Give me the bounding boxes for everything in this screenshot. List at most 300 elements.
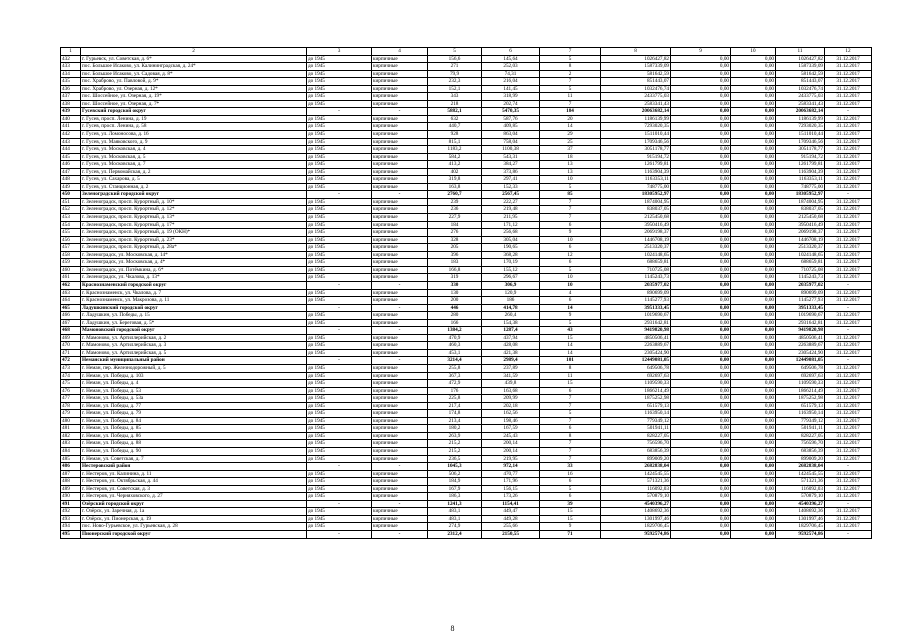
table-row [61, 440, 872, 448]
table-cell: 31.12.2017 [825, 455, 872, 463]
table-row [61, 176, 872, 184]
table-row [61, 455, 872, 463]
table-cell: 7 [540, 417, 601, 425]
subtotal-row [61, 500, 872, 508]
table-cell: 1026427,82 [776, 55, 825, 63]
table-cell: 0,00 [731, 470, 776, 478]
table-row [61, 410, 872, 418]
table-cell: 152,33 [482, 183, 540, 191]
table-cell: г. Гусев, ул. Московская, д. 4 [81, 146, 307, 154]
table-cell: 6 [540, 221, 601, 229]
table-row [61, 123, 872, 131]
table-cell: 3951333,45 [601, 304, 671, 312]
table-cell: 436 [61, 85, 81, 93]
table-cell: 2305424,90 [776, 349, 825, 357]
table-cell: 6 [540, 493, 601, 501]
table-cell: 13 [540, 161, 601, 169]
table-cell: 851443,07 [601, 78, 671, 86]
table-cell: 480 [61, 417, 81, 425]
table-cell: до 1945 [307, 274, 372, 282]
table-cell: 328 [428, 236, 482, 244]
table-cell: 20063682,14 [601, 108, 671, 116]
table-cell: 141,45 [482, 85, 540, 93]
table-cell: до 1945 [307, 410, 372, 418]
table-cell: 0,00 [671, 85, 731, 93]
table-cell: 39 [540, 500, 601, 508]
table-cell: 632 [428, 115, 482, 123]
table-row [61, 183, 872, 191]
table-cell: 18305952,97 [776, 191, 825, 199]
table-cell: 475 [61, 380, 81, 388]
table-cell: кирпичные [372, 387, 428, 395]
table-cell: 490 [61, 493, 81, 501]
table-cell: кирпичные [372, 198, 428, 206]
table-cell: 2069198,37 [776, 229, 825, 237]
table-cell: 260,4 [482, 312, 540, 320]
table-cell: 441 [61, 123, 81, 131]
table-cell: кирпичные [372, 78, 428, 86]
table-cell: 7 [540, 447, 601, 455]
subtotal-row [61, 191, 872, 199]
table-cell: кирпичные [372, 523, 428, 531]
table-cell: 12449081,05 [776, 357, 825, 365]
table-cell: 186,3 [428, 493, 482, 501]
table-cell: 20 [540, 115, 601, 123]
header-cell: 1 [61, 48, 81, 56]
table-cell: 454 [61, 221, 81, 229]
table-cell: 0,00 [671, 440, 731, 448]
table-cell: 306,9 [482, 281, 540, 289]
table-cell: кирпичные [372, 289, 428, 297]
table-cell: 453 [61, 214, 81, 222]
table-cell: 37 [540, 146, 601, 154]
table-cell: 305,04 [482, 236, 540, 244]
table-cell: 8 [540, 432, 601, 440]
table-cell: г. Неман, ул. Победы, д. 79 [81, 410, 307, 418]
table-cell: 15 [540, 508, 601, 516]
table-cell: 5 [540, 55, 601, 63]
table-cell: 276 [428, 229, 482, 237]
table-cell: 0,00 [731, 304, 776, 312]
table-cell: 9592574,86 [776, 531, 825, 539]
table-cell: 890699,09 [776, 289, 825, 297]
table-cell: кирпичные [372, 251, 428, 259]
table-cell: 440,7 [428, 123, 482, 131]
table-cell: 31.12.2017 [825, 425, 872, 433]
table-cell: кирпичные [372, 485, 428, 493]
table-cell: 1109590,33 [776, 380, 825, 388]
table-cell: 0,00 [731, 500, 776, 508]
table-cell: Мамоновский городской округ [81, 327, 307, 335]
table-cell: 414,78 [482, 304, 540, 312]
table-cell: 215,2 [428, 447, 482, 455]
table-cell: 236,5 [428, 455, 482, 463]
table-cell: 0,00 [731, 319, 776, 327]
table-cell: 154,38 [482, 319, 540, 327]
table-cell: 450 [61, 191, 81, 199]
table-cell: кирпичные [372, 515, 428, 523]
table-cell: 472,9 [428, 380, 482, 388]
table-cell: до 1945 [307, 115, 372, 123]
subtotal-row [61, 531, 872, 539]
table-cell: до 1945 [307, 425, 372, 433]
table-cell: 163,8 [428, 183, 482, 191]
table-cell: 756596,70 [776, 440, 825, 448]
table-cell: кирпичные [372, 447, 428, 455]
table-cell: 156,6 [428, 55, 482, 63]
table-cell: 170,19 [482, 259, 540, 267]
table-cell: 0,00 [731, 380, 776, 388]
table-cell: 1183,2 [428, 146, 482, 154]
table-cell: 402 [428, 168, 482, 176]
table-cell: 1241,3 [428, 500, 482, 508]
table-cell: 445 [61, 153, 81, 161]
table-cell: до 1945 [307, 214, 372, 222]
table-cell: 180,2 [428, 425, 482, 433]
table-cell: 6 [540, 387, 601, 395]
table-cell: 2682838,04 [601, 463, 671, 471]
table-cell: 13 [540, 168, 601, 176]
table-cell: 31.12.2017 [825, 364, 872, 372]
table-cell: 1829706,45 [601, 523, 671, 531]
table-row [61, 221, 872, 229]
table-cell: до 1945 [307, 70, 372, 78]
table-cell: 1145243,73 [776, 274, 825, 282]
table-cell: 31.12.2017 [825, 334, 872, 342]
table-cell: 479 [61, 410, 81, 418]
table-cell: 171,96 [482, 478, 540, 486]
table-cell: 2263889,67 [776, 342, 825, 350]
table-cell: до 1945 [307, 55, 372, 63]
table-row [61, 485, 872, 493]
table-cell: до 1945 [307, 312, 372, 320]
table-cell: до 1945 [307, 78, 372, 86]
table-cell: 1587339,09 [776, 63, 825, 71]
table-cell: 584,2 [428, 153, 482, 161]
table-cell: г. Зеленоградск, ул. Чкалова, д. 13* [81, 274, 307, 282]
table-cell: 209,99 [482, 395, 540, 403]
table-cell: 0,00 [671, 281, 731, 289]
table-cell: 0,00 [731, 168, 776, 176]
table-cell: 31.12.2017 [825, 523, 872, 531]
table-cell: 10 [540, 281, 601, 289]
table-cell: 495 [61, 531, 81, 539]
table-cell: 0,00 [671, 259, 731, 267]
table-cell: 1024148,65 [776, 251, 825, 259]
table-cell: 440 [61, 115, 81, 123]
table-cell: 9419820,98 [601, 327, 671, 335]
table-cell: 828227,05 [776, 432, 825, 440]
table-cell: 216,04 [482, 78, 540, 86]
table-cell: 2305424,90 [601, 349, 671, 357]
table-cell: 452 [61, 206, 81, 214]
table-cell: 483 [61, 440, 81, 448]
table-cell: 1145243,73 [601, 274, 671, 282]
table-cell: 190,65 [482, 244, 540, 252]
table-cell: 449,28 [482, 515, 540, 523]
table-row [61, 229, 872, 237]
table-cell: 2312,4 [428, 531, 482, 539]
table-cell: 31.12.2017 [825, 515, 872, 523]
table-cell: 0,00 [671, 493, 731, 501]
table-cell: 14 [540, 304, 601, 312]
table-cell: - [307, 191, 372, 199]
table-cell: 449,47 [482, 508, 540, 516]
table-cell: 217,4 [428, 402, 482, 410]
table-cell: 184 [540, 108, 601, 116]
table-cell: 0,00 [731, 78, 776, 86]
table-cell: кирпичные [372, 131, 428, 139]
table-cell: 31.12.2017 [825, 244, 872, 252]
table-cell: 0,00 [671, 289, 731, 297]
table-cell: 1875252,98 [601, 395, 671, 403]
table-cell: 0,00 [731, 289, 776, 297]
table-cell: 0,00 [731, 274, 776, 282]
table-cell: 0,00 [671, 387, 731, 395]
table-cell: 758,04 [482, 138, 540, 146]
table-cell: кирпичные [372, 402, 428, 410]
table-cell: 446 [428, 304, 482, 312]
table-cell: 915194,72 [601, 153, 671, 161]
table-row [61, 259, 872, 267]
table-cell: 7 [540, 402, 601, 410]
table-row [61, 402, 872, 410]
table-cell: 449 [61, 183, 81, 191]
table-cell: до 1945 [307, 485, 372, 493]
table-cell: 343 [428, 93, 482, 101]
table-cell: - [307, 281, 372, 289]
table-cell: 11 [540, 93, 601, 101]
table-cell: 0,00 [731, 342, 776, 350]
table-cell: г. Озёрск, ул. Заречная, д. 1а [81, 508, 307, 516]
table-cell: Озёрский городской округ [81, 500, 307, 508]
table-cell: - [825, 108, 872, 116]
table-cell: 202,18 [482, 402, 540, 410]
table-cell: кирпичные [372, 266, 428, 274]
table-cell: 0,00 [731, 176, 776, 184]
table-row [61, 523, 872, 531]
table-cell: г. Озёрск, ул. Пионерская, д. 19 [81, 515, 307, 523]
table-cell: 3214,4 [428, 357, 482, 365]
table-cell: 0,00 [671, 93, 731, 101]
table-row [61, 349, 872, 357]
table-cell: 439 [61, 108, 81, 116]
header-cell: 8 [601, 48, 671, 56]
table-cell: 6 [540, 244, 601, 252]
table-cell: 0,00 [671, 395, 731, 403]
table-cell: кирпичные [372, 417, 428, 425]
table-row [61, 206, 872, 214]
table-cell: 2069198,37 [601, 229, 671, 237]
table-cell: 0,00 [671, 463, 731, 471]
table-cell: 468 [61, 327, 81, 335]
table-cell: 0,00 [671, 236, 731, 244]
table-cell: 692697,63 [601, 372, 671, 380]
table-row [61, 380, 872, 388]
table-row [61, 131, 872, 139]
table-cell: 31.12.2017 [825, 70, 872, 78]
table-cell: 1446708,19 [776, 236, 825, 244]
table-cell: 482 [61, 432, 81, 440]
subtotal-row [61, 463, 872, 471]
table-cell: 0,00 [731, 259, 776, 267]
table-cell: кирпичные [372, 63, 428, 71]
table-cell: 1709346,56 [601, 138, 671, 146]
table-cell: 0,00 [731, 221, 776, 229]
table-cell: 455 [61, 229, 81, 237]
table-cell: 31.12.2017 [825, 349, 872, 357]
table-cell: 0,00 [731, 523, 776, 531]
table-cell: до 1945 [307, 440, 372, 448]
table-cell: 10 [540, 274, 601, 282]
table-cell: 31.12.2017 [825, 236, 872, 244]
table-cell: пос. Большое Исаково, ул. Садовая, д. 8* [81, 70, 307, 78]
table-cell: до 1945 [307, 85, 372, 93]
table-cell: 0,00 [671, 455, 731, 463]
table-cell: 0,00 [671, 251, 731, 259]
table-cell: 0,00 [671, 402, 731, 410]
table-cell: пос. Ново-Гурьевское, ул. Гурьевская, д. 28 [81, 523, 307, 531]
table-cell: 31.12.2017 [825, 395, 872, 403]
table-cell: 0,00 [731, 183, 776, 191]
table-cell: 433 [61, 63, 81, 71]
table-cell: г. Нестеров, ул. Калинина, д. 11 [81, 470, 307, 478]
table-cell: 31.12.2017 [825, 85, 872, 93]
table-cell: 651579,13 [776, 402, 825, 410]
table-cell: 571321,36 [776, 478, 825, 486]
table-cell: 232,3 [428, 78, 482, 86]
table-cell: 0,00 [671, 531, 731, 539]
table-cell: 222,27 [482, 198, 540, 206]
table-cell: 0,00 [731, 108, 776, 116]
table-cell: - [372, 500, 428, 508]
table-cell: 0,00 [671, 364, 731, 372]
table-cell: г. Ладушкин, ул. Береговая, д. 5* [81, 319, 307, 327]
table-cell: 9 [540, 229, 601, 237]
table-cell: 15 [540, 515, 601, 523]
table-cell: 0,00 [671, 55, 731, 63]
table-cell: 1408692,36 [776, 508, 825, 516]
table-cell: 0,00 [731, 244, 776, 252]
table-cell: 457 [61, 244, 81, 252]
table-cell: 3950416,49 [776, 221, 825, 229]
table-cell: 43 [540, 327, 601, 335]
table-cell: до 1945 [307, 455, 372, 463]
table-cell: кирпичные [372, 259, 428, 267]
table-cell: 3950416,49 [601, 221, 671, 229]
table-cell: 225,8 [428, 395, 482, 403]
table-cell: 890699,09 [601, 289, 671, 297]
table-cell: 7293020,35 [776, 123, 825, 131]
table-cell: кирпичные [372, 425, 428, 433]
table-row [61, 387, 872, 395]
table-cell: 2583341,43 [601, 100, 671, 108]
table-cell: 120,9 [482, 289, 540, 297]
table-cell: 2760,7 [428, 191, 482, 199]
table-cell: 31.12.2017 [825, 93, 872, 101]
table-cell: г. Зеленоградск, ул. Потёмкина, д. 6* [81, 266, 307, 274]
subtotal-row [61, 304, 872, 312]
table-cell: до 1945 [307, 206, 372, 214]
table-cell: до 1945 [307, 100, 372, 108]
table-cell: г. Зеленоградск, ул. Московская, д. 4* [81, 259, 307, 267]
table-cell: 6 [540, 297, 601, 305]
header-cell: 4 [372, 48, 428, 56]
table-cell: 2150,55 [482, 531, 540, 539]
table-cell: г. Неман, ул. Победы, д. 53а [81, 395, 307, 403]
table-cell: 1301997,46 [601, 515, 671, 523]
table-cell: 0,00 [671, 274, 731, 282]
table-cell: 0,00 [731, 146, 776, 154]
table-cell: 256,68 [482, 229, 540, 237]
table-row [61, 372, 872, 380]
table-cell: 447 [61, 168, 81, 176]
table-cell: кирпичные [372, 244, 428, 252]
table-cell: - [307, 357, 372, 365]
table-cell: до 1945 [307, 470, 372, 478]
table-cell: 255,66 [482, 523, 540, 531]
table-cell: 1384,2 [428, 327, 482, 335]
table-cell: до 1945 [307, 138, 372, 146]
table-cell: 863,04 [482, 131, 540, 139]
table-row [61, 515, 872, 523]
table-cell: 7 [540, 455, 601, 463]
table-cell: 4540396,27 [601, 500, 671, 508]
table-row [61, 425, 872, 433]
table-cell: 0,00 [731, 138, 776, 146]
table-cell: 483,1 [428, 515, 482, 523]
table-row [61, 297, 872, 305]
table-cell: 0,00 [671, 485, 731, 493]
table-cell: 9419820,98 [776, 327, 825, 335]
table-cell: 1145277,93 [601, 297, 671, 305]
table-cell: 0,00 [731, 455, 776, 463]
table-cell: 0,00 [671, 410, 731, 418]
table-cell: 9 [540, 523, 601, 531]
table-cell: 1024148,65 [601, 251, 671, 259]
table-row [61, 198, 872, 206]
table-cell: 484 [61, 447, 81, 455]
table-cell: 4850506,41 [776, 334, 825, 342]
table-cell: 173,26 [482, 493, 540, 501]
table-cell: - [825, 357, 872, 365]
table-cell: 6 [540, 478, 601, 486]
table-cell: г. Неман, ул. Победы, д. 84 [81, 417, 307, 425]
table-cell: 570879,10 [776, 493, 825, 501]
table-cell: 7 [540, 100, 601, 108]
table-row [61, 55, 872, 63]
table-cell: 438 [61, 100, 81, 108]
table-cell: 0,00 [731, 493, 776, 501]
table-cell: 186 [482, 297, 540, 305]
table-row [61, 508, 872, 516]
table-row [61, 70, 872, 78]
table-cell: 183 [428, 259, 482, 267]
header-cell: 10 [731, 48, 776, 56]
table-cell: 1829706,45 [776, 523, 825, 531]
table-cell: 31.12.2017 [825, 387, 872, 395]
subtotal-row [61, 357, 872, 365]
table-cell: 0,00 [731, 312, 776, 320]
table-cell: 683856,39 [601, 447, 671, 455]
table-cell: 31.12.2017 [825, 372, 872, 380]
table-cell: - [307, 304, 372, 312]
table-cell: 1163353,11 [776, 176, 825, 184]
table-cell: 0,00 [731, 206, 776, 214]
table-cell: кирпичные [372, 334, 428, 342]
table-cell: 465 [61, 304, 81, 312]
table-cell: 838037,05 [601, 206, 671, 214]
